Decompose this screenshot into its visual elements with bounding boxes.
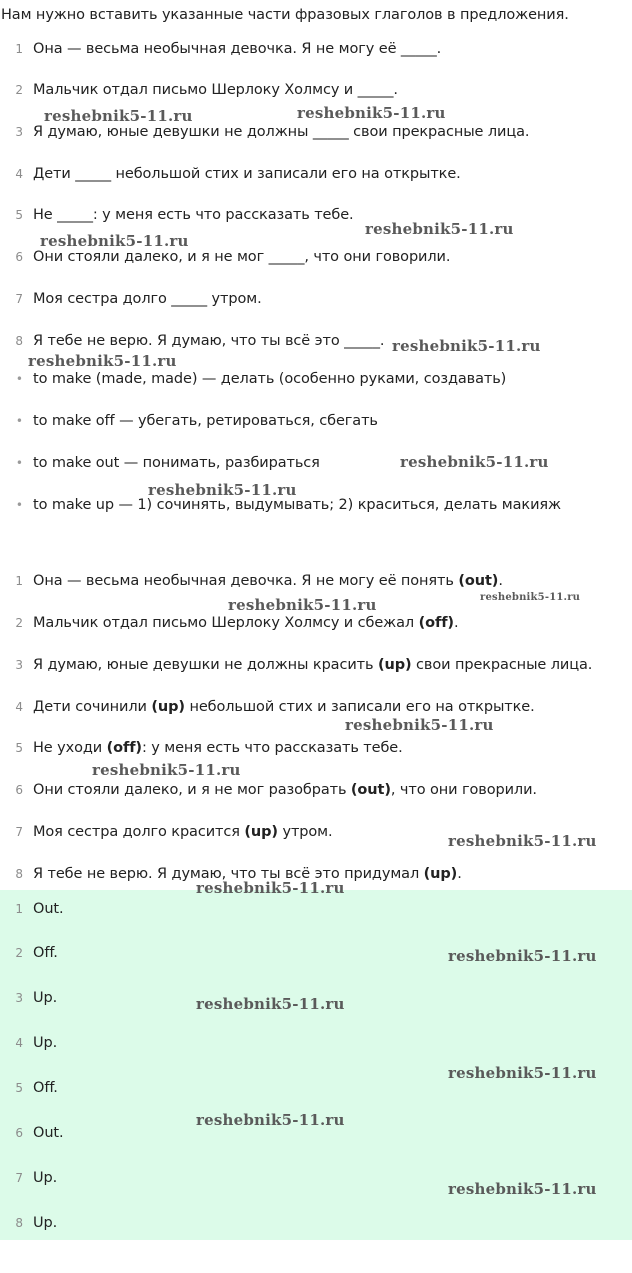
answer-item: [0, 1033, 57, 1053]
vocab-item: [0, 453, 320, 473]
item-number: 4: [15, 167, 23, 181]
translation-item: [0, 738, 403, 758]
watermark: reshebnik5-11.ru: [44, 107, 193, 125]
watermark: reshebnik5-11.ru: [28, 352, 177, 370]
item-text: Я думаю, юные девушки не должны _____ свои прекрасные лица.: [33, 124, 530, 140]
watermark: reshebnik5-11.ru: [392, 337, 541, 355]
watermark: reshebnik5-11.ru: [480, 592, 581, 603]
translation-item: [0, 613, 458, 633]
exercise-item: [0, 39, 441, 59]
item-number: 3: [15, 991, 23, 1005]
item-number: 8: [15, 1216, 23, 1230]
item-text: Мальчик отдал письмо Шерлоку Холмсу и сбежал (off).: [33, 615, 459, 631]
vocab-text: to make (made, made) — делать (особенно руками, создавать): [33, 371, 507, 387]
item-text: Они стояли далеко, и я не мог разобрать (out), что они говорили.: [33, 782, 537, 798]
exercise-item: [0, 164, 461, 184]
vocab-text: to make off — убегать, ретироваться, сбегать: [33, 413, 378, 429]
translation-item: [0, 697, 535, 717]
item-text: Она — весьма необычная девочка. Я не могу её понять (out).: [33, 573, 503, 589]
vocab-text: to make up — 1) сочинять, выдумывать; 2) краситься, делать макияж: [33, 497, 561, 513]
watermark: reshebnik5-11.ru: [448, 1180, 597, 1198]
item-text: Не уходи (off): у меня есть что рассказать тебе.: [33, 740, 403, 756]
translation-item: [0, 571, 503, 591]
intro-text: Нам нужно вставить указанные части фразовых глаголов в предложения.: [1, 7, 569, 23]
answer-text: Off.: [33, 945, 58, 961]
item-text: Дети сочинили (up) небольшой стих и записали его на открытке.: [33, 699, 535, 715]
item-text: Я думаю, юные девушки не должны красить (up) свои прекрасные лица.: [33, 657, 593, 673]
item-text: Мальчик отдал письмо Шерлоку Холмсу и _____.: [33, 82, 398, 98]
exercise-item: [0, 289, 262, 309]
answer-text: Out.: [33, 901, 64, 917]
item-number: 6: [15, 250, 23, 264]
item-text: Дети _____ небольшой стих и записали его на открытке.: [33, 166, 461, 182]
answer-item: [0, 1123, 64, 1143]
bullet-dot-icon: •: [15, 372, 23, 386]
item-text: Не _____: у меня есть что рассказать тебе.: [33, 207, 354, 223]
answer-item: [0, 899, 64, 919]
item-number: 4: [15, 700, 23, 714]
item-number: 5: [15, 208, 23, 222]
item-number: 7: [15, 292, 23, 306]
item-number: 6: [15, 783, 23, 797]
translation-item: [0, 655, 592, 675]
item-number: 5: [15, 741, 23, 755]
watermark: reshebnik5-11.ru: [345, 716, 494, 734]
item-number: 2: [15, 946, 23, 960]
answer-text: Up.: [33, 1035, 58, 1051]
answer-text: Up.: [33, 990, 58, 1006]
item-number: 8: [15, 867, 23, 881]
item-text: Я тебе не верю. Я думаю, что ты всё это _____.: [33, 333, 385, 349]
item-text: Я тебе не верю. Я думаю, что ты всё это придумал (up).: [33, 866, 462, 882]
answer-item: [0, 1078, 58, 1098]
item-text: Моя сестра долго красится (up) утром.: [33, 824, 333, 840]
item-text: Она — весьма необычная девочка. Я не могу её _____.: [33, 41, 442, 57]
item-number: 1: [15, 574, 23, 588]
exercise-item: [0, 331, 384, 351]
watermark: reshebnik5-11.ru: [196, 879, 345, 897]
item-number: 4: [15, 1036, 23, 1050]
item-number: 8: [15, 334, 23, 348]
item-number: 2: [15, 616, 23, 630]
bullet-dot-icon: •: [15, 456, 23, 470]
vocab-item: [0, 411, 378, 431]
watermark: reshebnik5-11.ru: [400, 453, 549, 471]
answer-item: [0, 943, 58, 963]
vocab-item: [0, 369, 506, 389]
watermark: reshebnik5-11.ru: [40, 232, 189, 250]
watermark: reshebnik5-11.ru: [448, 832, 597, 850]
answer-text: Out.: [33, 1125, 64, 1141]
translation-item: [0, 780, 537, 800]
bullet-dot-icon: •: [15, 414, 23, 428]
item-text: Они стояли далеко, и я не мог _____, что они говорили.: [33, 249, 451, 265]
exercise-item: [0, 80, 398, 100]
watermark: reshebnik5-11.ru: [196, 1111, 345, 1129]
item-number: 1: [15, 902, 23, 916]
exercise-item: [0, 205, 354, 225]
watermark: reshebnik5-11.ru: [196, 995, 345, 1013]
watermark: reshebnik5-11.ru: [228, 596, 377, 614]
item-number: 1: [15, 42, 23, 56]
item-number: 5: [15, 1081, 23, 1095]
answer-text: Off.: [33, 1080, 58, 1096]
answer-item: [0, 988, 57, 1008]
item-number: 7: [15, 1171, 23, 1185]
watermark: reshebnik5-11.ru: [148, 481, 297, 499]
watermark: reshebnik5-11.ru: [448, 947, 597, 965]
item-number: 3: [15, 125, 23, 139]
answer-text: Up.: [33, 1170, 58, 1186]
watermark: reshebnik5-11.ru: [365, 220, 514, 238]
item-number: 3: [15, 658, 23, 672]
watermark: reshebnik5-11.ru: [92, 761, 241, 779]
translation-item: [0, 822, 333, 842]
item-number: 6: [15, 1126, 23, 1140]
answer-item: [0, 1168, 57, 1188]
bullet-dot-icon: •: [15, 498, 23, 512]
item-number: 2: [15, 83, 23, 97]
watermark: reshebnik5-11.ru: [448, 1064, 597, 1082]
exercise-item: [0, 122, 529, 142]
item-text: Моя сестра долго _____ утром.: [33, 291, 262, 307]
exercise-item: [0, 247, 450, 267]
vocab-text: to make out — понимать, разбираться: [33, 455, 320, 471]
answer-item: [0, 1213, 57, 1233]
item-number: 7: [15, 825, 23, 839]
watermark: reshebnik5-11.ru: [297, 104, 446, 122]
answer-text: Up.: [33, 1215, 58, 1231]
